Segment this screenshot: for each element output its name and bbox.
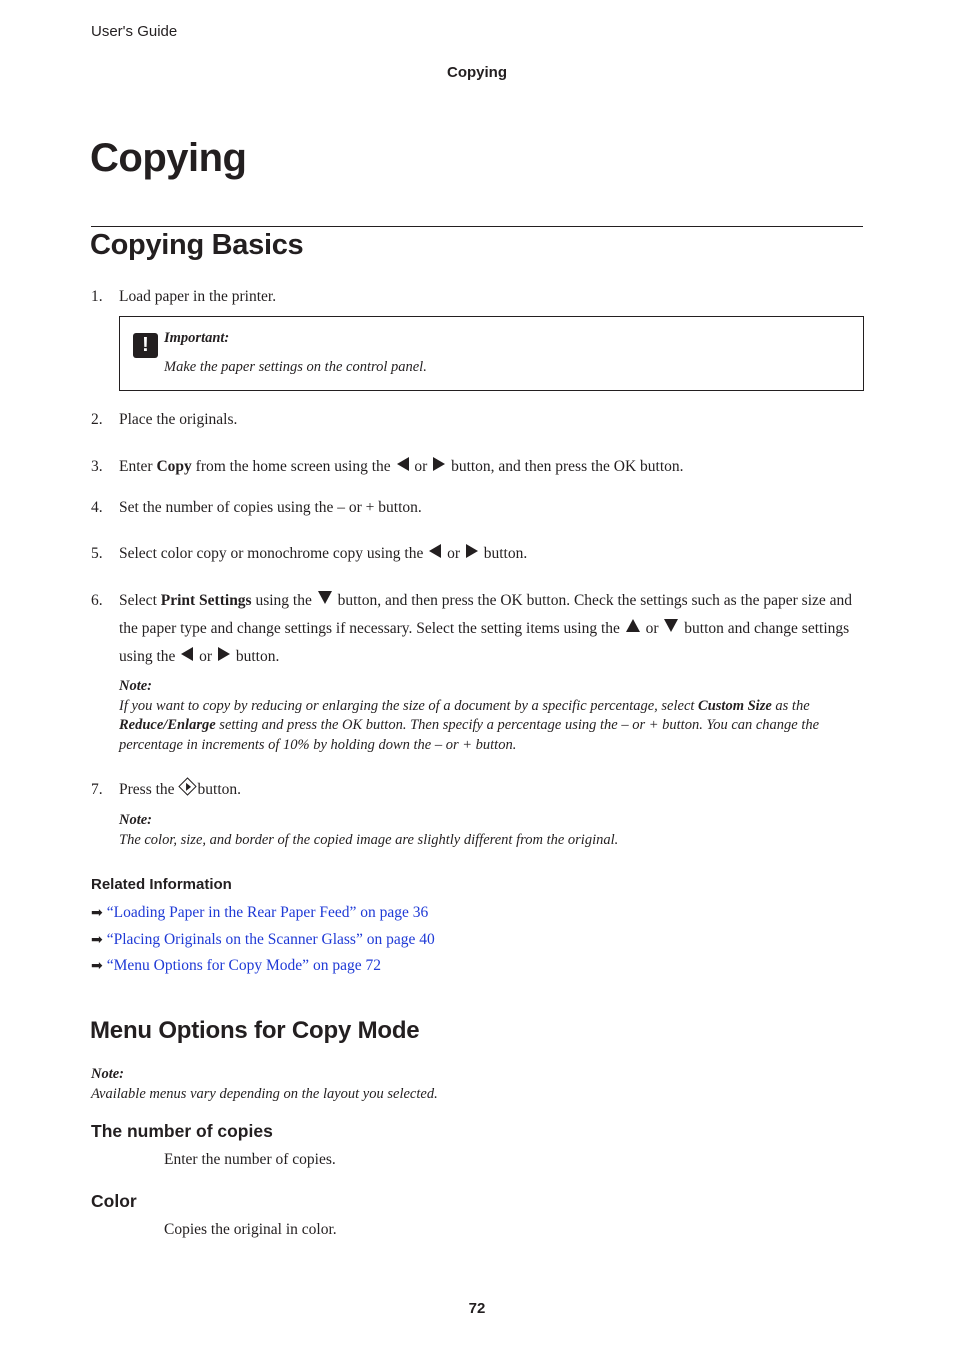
ui-term: Custom Size bbox=[698, 697, 772, 714]
running-header-guide: User's Guide bbox=[91, 23, 178, 40]
note-title: Note: bbox=[91, 1066, 125, 1082]
text-fragment: as the bbox=[771, 697, 810, 714]
section-heading-copying-basics: Copying Basics bbox=[90, 229, 304, 261]
chapter-title: Copying bbox=[90, 136, 247, 180]
right-arrow-icon bbox=[218, 647, 230, 661]
step-text: Load paper in the printer. bbox=[119, 288, 277, 305]
arrow-right-icon: ➡ bbox=[91, 905, 103, 921]
step-text: Place the originals. bbox=[119, 411, 238, 428]
menu-item-desc-copies: Enter the number of copies. bbox=[164, 1151, 336, 1168]
text-fragment: or bbox=[414, 458, 428, 475]
text-fragment: Enter bbox=[119, 458, 157, 475]
text-fragment: or bbox=[199, 648, 213, 665]
text-fragment: If you want to copy by reducing or enlarging the size of a document by a specific percentage, select bbox=[119, 697, 699, 714]
start-button-icon bbox=[178, 777, 196, 795]
note-title: Note: bbox=[119, 812, 153, 828]
arrow-right-icon: ➡ bbox=[91, 932, 103, 948]
section-heading-menu-options: Menu Options for Copy Mode bbox=[90, 1017, 420, 1044]
down-arrow-icon bbox=[664, 619, 678, 632]
menu-item-title-copies: The number of copies bbox=[91, 1121, 273, 1141]
text-fragment: button. bbox=[197, 781, 242, 798]
text-fragment: or bbox=[645, 620, 659, 637]
text-fragment: Select bbox=[119, 592, 161, 609]
text-fragment: from the home screen using the bbox=[191, 458, 391, 475]
text-fragment: or bbox=[447, 545, 460, 562]
step-number: 6. bbox=[91, 592, 103, 609]
note-available-menus bbox=[91, 1065, 863, 1104]
note-text: Available menus vary depending on the layout you selected. bbox=[91, 1085, 438, 1102]
step-text: Set the number of copies using the – or + button. bbox=[119, 499, 422, 516]
related-link-3[interactable] bbox=[91, 957, 381, 975]
step-number: 3. bbox=[91, 458, 103, 475]
note-title: Note: bbox=[119, 678, 153, 694]
important-box bbox=[119, 316, 864, 391]
arrow-right-icon: ➡ bbox=[91, 958, 103, 974]
step-text bbox=[119, 540, 863, 568]
link-text[interactable]: “Loading Paper in the Rear Paper Feed” on page 36 bbox=[106, 904, 429, 921]
menu-item-desc-color: Copies the original in color. bbox=[164, 1221, 337, 1238]
related-link-2[interactable] bbox=[91, 931, 435, 949]
text-fragment: button, and then press the OK button. bbox=[451, 458, 684, 475]
important-text: Make the paper settings on the control panel. bbox=[164, 359, 427, 375]
related-link-1[interactable] bbox=[91, 904, 428, 922]
step-number: 1. bbox=[91, 288, 103, 305]
left-arrow-icon bbox=[181, 647, 193, 661]
text-fragment: button. bbox=[483, 545, 528, 562]
note-text bbox=[119, 697, 864, 756]
ui-term: Reduce/Enlarge bbox=[119, 717, 216, 733]
link-text[interactable]: “Menu Options for Copy Mode” on page 72 bbox=[106, 957, 381, 974]
note-text: The color, size, and border of the copied image are slightly different from the original. bbox=[119, 831, 619, 848]
page-number: 72 bbox=[468, 1300, 486, 1317]
text-fragment: button and change settings using the bbox=[119, 620, 850, 665]
left-arrow-icon bbox=[397, 457, 409, 471]
left-arrow-icon bbox=[429, 544, 441, 558]
right-arrow-icon bbox=[433, 457, 445, 471]
right-arrow-icon bbox=[466, 544, 478, 558]
important-title: Important: bbox=[164, 330, 230, 346]
text-fragment: button, and then press the OK button. Check the settings such as the paper size and the paper type and change settings if necessary. Select the setting items using the bbox=[119, 592, 853, 637]
text-fragment: Select color copy or monochrome copy using the bbox=[119, 545, 424, 562]
link-text[interactable]: “Placing Originals on the Scanner Glass” on page 40 bbox=[106, 931, 435, 948]
note-copy-differences bbox=[119, 811, 864, 850]
text-fragment: using the bbox=[251, 592, 312, 609]
step-number: 7. bbox=[91, 781, 103, 798]
running-header-section: Copying bbox=[447, 64, 507, 81]
down-arrow-icon bbox=[318, 591, 332, 604]
text-fragment: button. bbox=[235, 648, 280, 665]
text-fragment: Press the bbox=[119, 781, 175, 798]
exclamation-icon: ! bbox=[133, 333, 158, 358]
related-information-title: Related Information bbox=[91, 876, 232, 893]
step-number: 4. bbox=[91, 499, 103, 516]
note-custom-size bbox=[119, 677, 864, 755]
ui-term: Print Settings bbox=[160, 592, 252, 609]
heading-rule bbox=[91, 226, 863, 227]
step-text bbox=[119, 587, 863, 671]
step-text bbox=[119, 776, 863, 804]
step-number: 5. bbox=[91, 545, 103, 562]
text-fragment: setting and press the OK button. Then specify a percentage using the – or + button. You can change the percentage in increments of 10% by holding down the – or + button. bbox=[119, 717, 820, 753]
step-text bbox=[119, 453, 863, 481]
step-number: 2. bbox=[91, 411, 103, 428]
menu-item-title-color: Color bbox=[91, 1191, 137, 1211]
up-arrow-icon bbox=[626, 619, 640, 632]
ui-term: Copy bbox=[156, 458, 192, 475]
